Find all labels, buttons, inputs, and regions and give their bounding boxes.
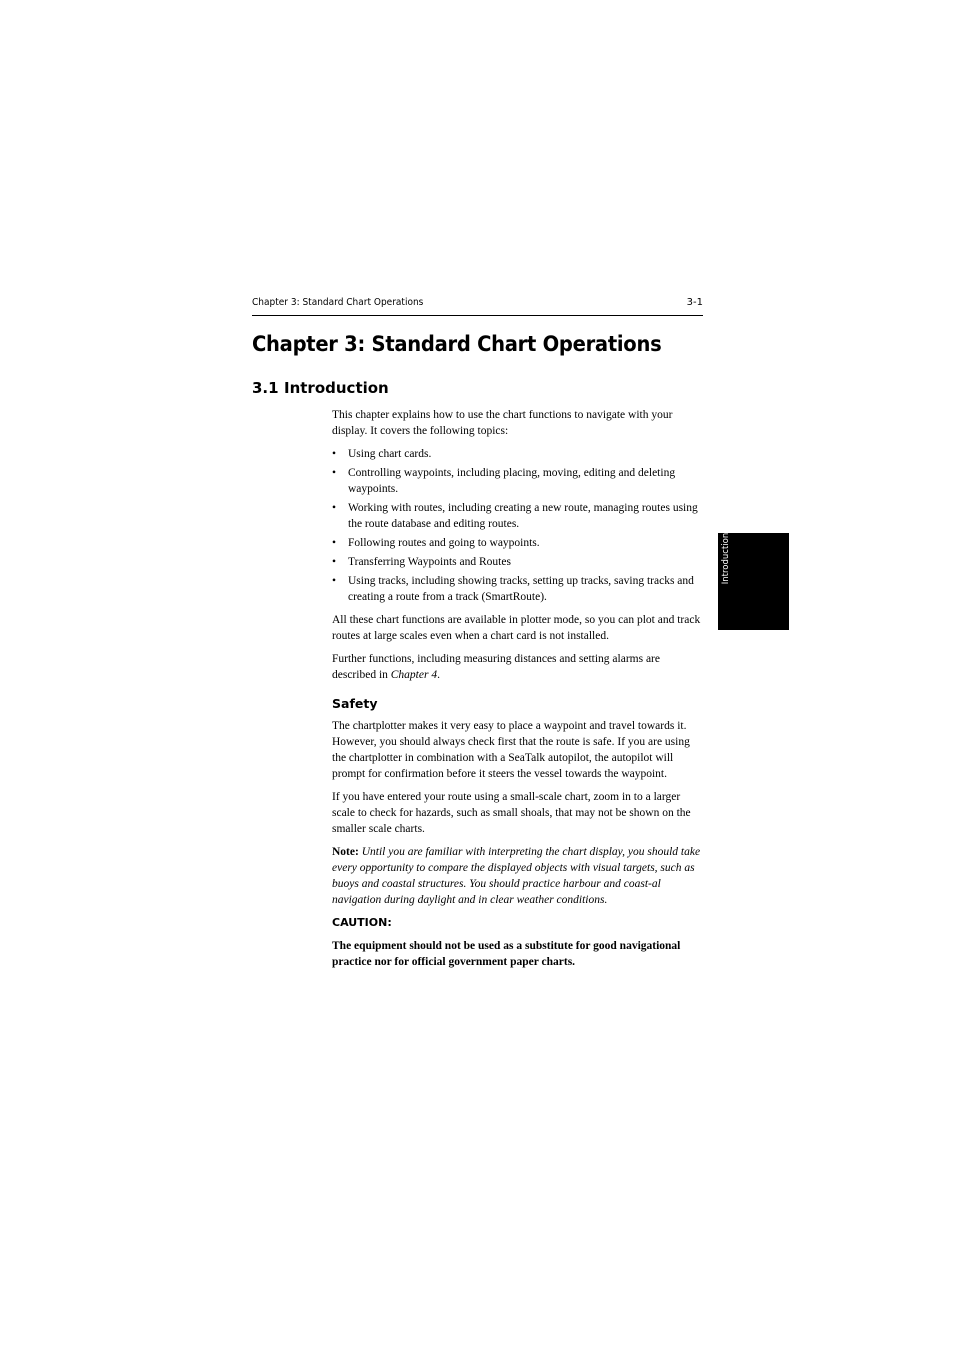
list-item-text: Using chart cards.: [348, 448, 432, 460]
bullet-icon: •: [332, 448, 337, 460]
bullet-icon: •: [332, 467, 337, 479]
note-text: Until you are familiar with interpreting the chart display, you should take every opportunity to compare the displayed objects with visual targets, such as buoys and coastal structures. You should practice harbour and coast-al navigation during daylight and in clear weather conditions.: [332, 846, 701, 906]
chapter-reference: Chapter 4: [390, 669, 438, 681]
further-functions-paragraph: [332, 651, 704, 683]
section-title-text: Introduction: [284, 379, 389, 397]
list-item: [332, 500, 704, 532]
caution-label: CAUTION:: [332, 916, 392, 929]
intro-paragraph: This chapter explains how to use the chart functions to navigate with your display. It covers the following topics:: [332, 409, 673, 437]
section-number: 3.1: [252, 379, 279, 397]
topic-list: [332, 446, 704, 605]
list-item-text: Controlling waypoints, including placing, moving, editing and deleting waypoints.: [348, 467, 676, 495]
bullet-icon: •: [332, 575, 337, 587]
list-item: [332, 465, 704, 497]
bullet-icon: •: [332, 556, 337, 568]
list-item: [332, 446, 704, 462]
running-title: Chapter 3: Standard Chart Operations: [252, 297, 424, 308]
chapter-title: Chapter 3: Standard Chart Operations: [252, 332, 662, 356]
list-item-text: Working with routes, including creating a new route, managing routes using the route database and editing routes.: [348, 502, 698, 530]
bullet-icon: •: [332, 537, 337, 549]
list-item: [332, 554, 704, 570]
list-item: [332, 535, 704, 551]
list-item-text: Using tracks, including showing tracks, setting up tracks, saving tracks and creating a route from a track (SmartRoute).: [348, 575, 694, 603]
note-label: Note:: [332, 846, 359, 858]
safety-heading: Safety: [332, 696, 378, 711]
note: [332, 844, 704, 908]
further-functions-text: Further functions, including measuring distances and setting alarms are described in: [332, 653, 660, 681]
list-item: [332, 573, 704, 605]
body-text: [332, 407, 704, 977]
caution-text: The equipment should not be used as a substitute for good navigational practice nor for official government paper charts.: [332, 940, 681, 968]
chapter-side-tab: [718, 533, 789, 630]
side-tab-label: Introduction: [721, 532, 731, 585]
plotter-mode-paragraph: All these chart functions are available in plotter mode, so you can plot and track routes at large scales even when a chart card is not installed.: [332, 614, 701, 642]
section-title: [252, 379, 389, 397]
running-header: [252, 297, 703, 316]
list-item-text: Following routes and going to waypoints.: [348, 537, 540, 549]
page-number: 3-1: [686, 297, 703, 308]
further-functions-period: .: [437, 669, 440, 681]
list-item-text: Transferring Waypoints and Routes: [348, 556, 511, 568]
safety-paragraph-1: The chartplotter makes it very easy to place a waypoint and travel towards it. However, you should always check first that the route is safe. If you are using the chartplotter in combination with a SeaTalk autopilot, the autopilot will prompt for confirmation before it steers the vessel towards the waypoint.: [332, 720, 690, 780]
bullet-icon: •: [332, 502, 337, 514]
safety-paragraph-2: If you have entered your route using a small-scale chart, zoom in to a larger scale to check for hazards, such as small shoals, that may not be shown on the smaller scale charts.: [332, 791, 691, 835]
